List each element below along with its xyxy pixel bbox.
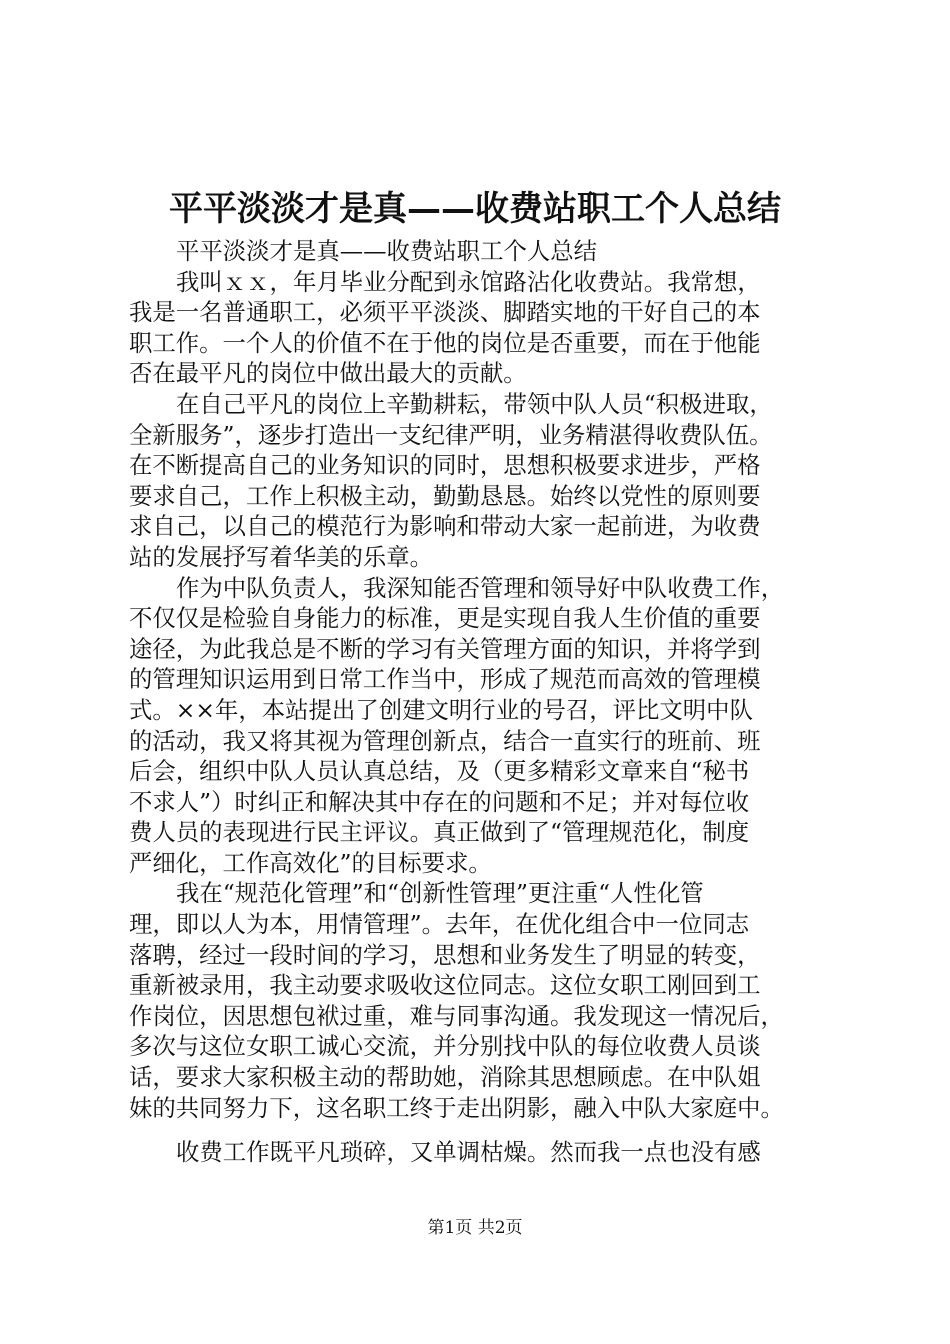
text-line: 妹的共同努力下，这名职工终于走出阴影，融入中队大家庭中。	[129, 1093, 784, 1122]
text-line: 作岗位，因思想包袱过重，难与同事沟通。我发现这一情况后，	[129, 1001, 784, 1030]
paragraph-2	[129, 389, 834, 573]
text-line: 的活动，我又将其视为管理创新点，结合一直实行的班前、班	[129, 726, 761, 755]
paragraph-3	[129, 573, 834, 879]
paragraph-5	[129, 1137, 834, 1168]
text-line: 理，即以人为本，用情管理”。去年，在优化组合中一位同志	[129, 910, 750, 939]
text-line: 落聘，经过一段时间的学习，思想和业务发生了明显的转变，	[129, 940, 761, 969]
text-line: 要求自己，工作上积极主动，勤勤恳恳。始终以党性的原则要	[129, 481, 761, 510]
text-line: 全新服务”，逐步打造出一支纪律严明，业务精湛得收费队伍。	[129, 420, 773, 449]
text-line: 我叫ｘｘ，年月毕业分配到永馆路沾化收费站。我常想，	[176, 267, 761, 296]
text-line: 否在最平凡的岗位中做出最大的贡献。	[129, 359, 527, 388]
text-line: 不仅仅是检验自身能力的标准，更是实现自我人生价值的重要	[129, 604, 761, 633]
text-line: 重新被录用，我主动要求吸收这位同志。这位女职工刚回到工	[129, 971, 761, 1000]
text-line: 站的发展抒写着华美的乐章。	[129, 542, 434, 571]
document-title: 平平淡淡才是真——收费站职工个人总结	[169, 189, 781, 229]
text-line: 话，要求大家积极主动的帮助她，消除其思想顾虑。在中队姐	[129, 1063, 761, 1092]
text-line: 职工作。一个人的价值不在于他的岗位是否重要，而在于他能	[129, 328, 761, 357]
subtitle-line: 平平淡淡才是真——收费站职工个人总结	[176, 237, 598, 265]
text-line: 式。××年，本站提出了创建文明行业的号召，评比文明中队	[129, 695, 753, 724]
text-line: 途径，为此我总是不断的学习有关管理方面的知识，并将学到	[129, 634, 761, 663]
text-line: 求自己，以自己的模范行为影响和带动大家一起前进，为收费	[129, 512, 761, 541]
text-line: 的管理知识运用到日常工作当中，形成了规范而高效的管理模	[129, 665, 761, 694]
text-line: 后会，组织中队人员认真总结，及（更多精彩文章来自“秘书	[129, 757, 750, 786]
paragraph-4	[129, 878, 834, 1123]
text-line: 收费工作既平凡琐碎，又单调枯燥。然而我一点也没有感	[176, 1138, 761, 1167]
text-line: 我在“规范化管理”和“创新性管理”更注重“人性化管	[176, 879, 704, 908]
page-footer: 第1页 共2页	[427, 1218, 523, 1238]
text-line: 我是一名普通职工，必须平平淡淡、脚踏实地的干好自己的本	[129, 298, 761, 327]
document-body	[129, 236, 834, 1168]
text-line: 多次与这位女职工诚心交流，并分别找中队的每位收费人员谈	[129, 1032, 761, 1061]
text-line: 不求人”）时纠正和解决其中存在的问题和不足；并对每位收	[129, 787, 750, 816]
text-line: 严细化，工作高效化”的目标要求。	[129, 848, 492, 877]
text-line: 在自己平凡的岗位上辛勤耕耘，带领中队人员“积极进取，	[176, 389, 773, 418]
text-line: 在不断提高自己的业务知识的同时，思想积极要求进步，严格	[129, 451, 761, 480]
paragraph-1	[129, 267, 834, 389]
text-line: 作为中队负责人，我深知能否管理和领导好中队收费工作，	[176, 573, 785, 602]
text-line: 费人员的表现进行民主评议。真正做到了“管理规范化，制度	[129, 818, 750, 847]
